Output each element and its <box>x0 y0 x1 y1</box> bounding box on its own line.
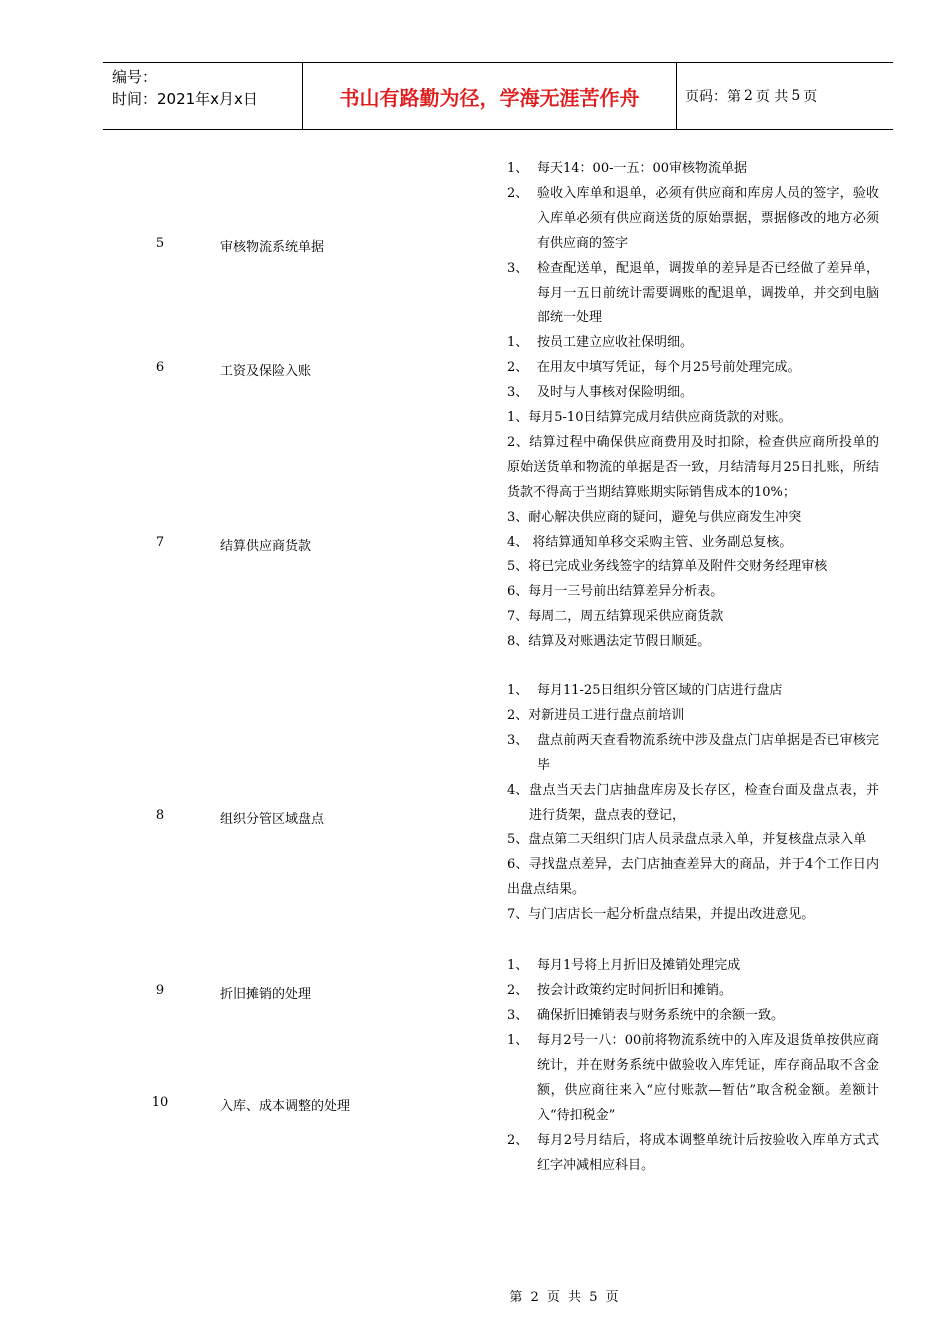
time-label: 时间：2021年x月x日 <box>112 90 258 108</box>
list-item: 3、 盘点前两天查看物流系统中涉及盘点门店单据是否已审核完毕 <box>507 732 879 773</box>
list-item: 1、 每天14：00-一五：00审核物流单据 <box>507 161 748 176</box>
page-footer <box>0 1286 950 1305</box>
row-number: 9 <box>155 983 165 998</box>
list-item: 1、 每月1号将上月折旧及摊销处理完成 <box>507 958 741 973</box>
list-item: 6、每月一三号前出结算差异分析表。 <box>507 584 724 600</box>
page-prefix: 页码：第 <box>685 89 741 105</box>
row-task: 审核物流系统单据 <box>220 240 325 255</box>
page-current: 2 <box>744 88 753 104</box>
row-details <box>507 157 879 331</box>
list-item: 1、 按员工建立应收社保明细。 <box>507 335 694 350</box>
row-task: 折旧摊销的处理 <box>220 987 312 1002</box>
row-task: 入库、成本调整的处理 <box>220 1099 351 1114</box>
page-header <box>103 62 893 130</box>
list-item: 7、与门店店长一起分析盘点结果，并提出改进意见。 <box>507 907 815 923</box>
row-details <box>507 406 879 655</box>
list-item: 2、 按会计政策约定时间折旧和摊销。 <box>507 982 733 998</box>
list-item: 8、结算及对账遇法定节假日顺延。 <box>507 634 711 650</box>
list-item: 2、对新进员工进行盘点前培训 <box>507 707 685 723</box>
row-task: 工资及保险入账 <box>220 364 312 379</box>
footer-mid: 页 共 <box>546 1290 584 1305</box>
list-item: 5、盘点第二天组织门店人员录盘点录入单，并复核盘点录入单 <box>507 832 867 848</box>
page-suffix: 页 <box>803 89 818 105</box>
row-number: 5 <box>155 236 165 251</box>
list-item: 3、耐心解决供应商的疑问，避免与供应商发生冲突 <box>507 509 802 525</box>
header-meta <box>103 63 303 129</box>
row-task: 结算供应商货款 <box>220 539 312 554</box>
header-motto: 书山有路勤为径，学海无涯苦作舟 <box>303 63 677 129</box>
row-number: 10 <box>151 1095 169 1110</box>
list-item: 1、每月5-10日结算完成月结供应商货款的对账。 <box>507 410 792 425</box>
list-item: 3、 及时与人事核对保险明细。 <box>507 384 694 400</box>
list-item: 7、每周二，周五结算现采供应商货款 <box>507 609 724 625</box>
list-item: 2、 验收入库单和退单，必须有供应商和库房人员的签字，验收入库单必须有供应商送货的原始票据，票据修改的地方必须有供应商的签字 <box>507 185 879 251</box>
list-item: 4、 盘点当天去门店抽盘库房及长存区，检查台面及盘点表，并进行货架，盘点表的登记， <box>507 782 879 823</box>
row-details <box>507 954 879 1029</box>
row-number: 7 <box>155 535 165 550</box>
row-number: 8 <box>155 808 165 823</box>
row-details <box>507 331 879 406</box>
page-total: 5 <box>791 88 801 104</box>
row-details <box>507 679 879 928</box>
list-item: 2、 在用友中填写凭证，每个月25号前处理完成。 <box>507 359 801 375</box>
footer-prefix: 第 <box>509 1290 525 1305</box>
list-item: 3、 确保折旧摊销表与财务系统中的余额一致。 <box>507 1007 785 1023</box>
list-item: 5、将已完成业务线签字的结算单及附件交财务经理审核 <box>507 559 828 575</box>
list-item: 6、寻找盘点差异，去门店抽查差异大的商品，并于4个工作日内出盘点结果。 <box>507 857 879 898</box>
list-item: 1、 每月2号一八：00前将物流系统中的入库及退货单按供应商统计，并在财务系统中做验收入库凭证，库存商品取不含金额，供应商往来入“应付账款—暂估”取含税金额。差额计入“待扣税金” <box>507 1033 879 1123</box>
footer-total: 5 <box>589 1290 600 1305</box>
list-item: 2、结算过程中确保供应商费用及时扣除，检查供应商所投单的原始送货单和物流的单据是否一致，月结清每月25日扎账，所结货款不得高于当期结算账期实际销售成本的10%； <box>507 434 879 500</box>
number-label: 编号： <box>112 68 158 86</box>
row-details <box>507 1029 879 1178</box>
list-item: 3、 检查配送单，配退单，调拨单的差异是否已经做了差异单，每月一五日前统计需要调账的配退单，调拨单，并交到电脑部统一处理 <box>507 260 879 326</box>
header-page-info <box>677 63 893 129</box>
row-task: 组织分管区域盘点 <box>220 812 325 827</box>
row-number: 6 <box>155 360 165 375</box>
footer-suffix: 页 <box>605 1290 621 1305</box>
footer-current: 2 <box>530 1290 541 1305</box>
list-item: 4、 将结算通知单移交采购主管、业务副总复核。 <box>507 534 793 550</box>
list-item: 1、 每月11-25日组织分管区域的门店进行盘店 <box>507 683 783 698</box>
page-mid: 页 共 <box>755 89 789 105</box>
list-item: 2、 每月2号月结后，将成本调整单统计后按验收入库单方式式红字冲减相应科目。 <box>507 1132 879 1173</box>
